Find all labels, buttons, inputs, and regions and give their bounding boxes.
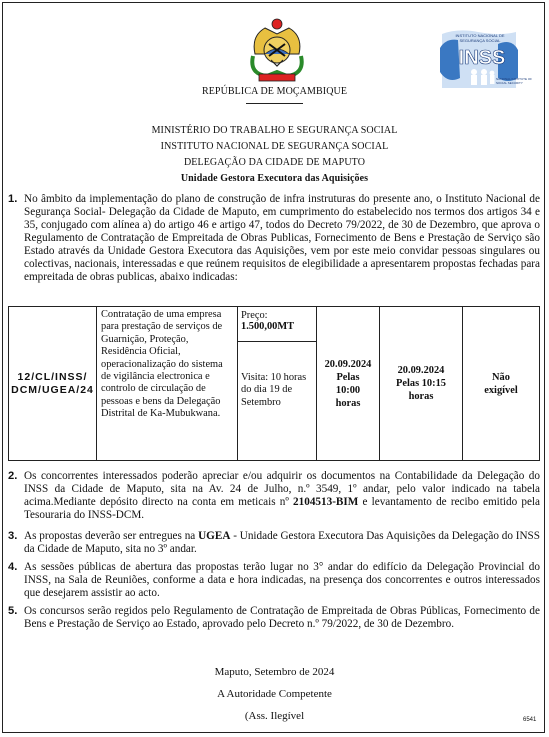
delivery-line-2: Pelas <box>336 371 360 383</box>
logo-line-3: NATIONAL INSTITUTE OF <box>496 77 533 81</box>
account-number: 2104513-BIM <box>293 496 359 508</box>
object-cell: Contratação de uma empresa para prestação de serviços de Guarnição, Proteção, Residência Oficial, operacionalização do sistema de vigilância electronica e controlo de circulação de pessoas e bens da Delegação Distrital de Ka-Mubukwana. <box>97 307 238 461</box>
logo-letters: INSS <box>458 47 506 69</box>
tender-table <box>8 306 540 461</box>
paragraph-5 <box>8 605 540 631</box>
reference-line-1: 12/CL/INSS/ <box>17 370 88 383</box>
reference-cell <box>9 307 97 461</box>
guarantee-line-2: exigível <box>484 384 518 396</box>
institute-title: INSTITUTO NACIONAL DE SEGURANÇA SOCIAL <box>160 141 389 152</box>
table-row <box>9 307 540 461</box>
paragraph-1 <box>8 193 540 284</box>
opening-cell <box>380 307 463 461</box>
paragraph-3-text <box>24 530 540 556</box>
reference-line-2: DCM/UGEA/24 <box>11 383 94 396</box>
paragraph-5-text: Os concursos serão regidos pelo Regulamento de Contratação de Empreitada de Obras Públicas, Fornecimento de Bens e Prestação de Serviço ao Estado, aprovado pelo Decreto n.º 79/2022, de 30 de Dezembro. <box>24 605 540 630</box>
signature-note: (Ass. Ilegível <box>244 710 305 722</box>
paragraph-4-number: 4. <box>8 561 18 573</box>
price-label: Preço: <box>241 310 268 321</box>
delivery-line-4: horas <box>335 397 361 409</box>
paragraph-2-number: 2. <box>8 470 18 482</box>
footer-code: 6541 <box>523 717 537 723</box>
logo-line-1: INSTITUTO NACIONAL DE <box>455 33 505 38</box>
place-date: Maputo, Setembro de 2024 <box>214 666 335 678</box>
ugea-label: UGEA <box>198 530 231 542</box>
guarantee-cell <box>463 307 540 461</box>
price-cell <box>238 307 317 461</box>
delegation-title: DELEGAÇÃO DA CIDADE DE MAPUTO <box>183 157 366 168</box>
republic-title: REPÚBLICA DE MOÇAMBIQUE <box>201 86 348 97</box>
visit-info: Visita: 10 horas do dia 19 de Setembro <box>241 372 307 408</box>
unit-title: Unidade Gestora Executora das Aquisições <box>180 173 369 184</box>
paragraph-4 <box>8 561 540 600</box>
paragraph-3-number: 3. <box>8 530 18 542</box>
paragraph-4-text: As sessões públicas de abertura das propostas terão lugar no 3° andar do edifício da Delegação Provincial do INSS, na Sala de Reuniões, conforme a data e hora indicadas, na presença dos concorrentes e outros interessados que desejarem assistir ao acto. <box>24 561 540 599</box>
delivery-cell <box>317 307 380 461</box>
inss-logo-icon <box>438 28 533 92</box>
paragraph-1-number: 1. <box>8 193 18 205</box>
logo-line-4: SOCIAL SECURITY <box>496 81 523 85</box>
paragraph-2-text-a: Os concorrentes interessados poderão apreciar e/ou adquirir os documentos na Contabilidade da Delegação do INSS da Cidade de Maputo, sita na Av. 24 de Julho, n.º 3549, 1º andar, pelo valor indicado na tabela acima.Mediante depósito directo na conta em meticais nº <box>24 470 540 508</box>
paragraph-2-text <box>24 470 540 522</box>
authority-title: A Autoridade Competente <box>217 688 332 700</box>
opening-line-3: horas <box>408 391 434 402</box>
national-emblem-icon <box>247 14 307 86</box>
guarantee-line-1: Não <box>492 371 510 383</box>
price-value: 1.500,00MT <box>241 321 295 332</box>
paragraph-2 <box>8 470 540 522</box>
ministry-title: MINISTÉRIO DO TRABALHO E SEGURANÇA SOCIAL <box>151 125 398 136</box>
paragraph-3-text-a: As propostas deverão ser entregues na <box>24 530 199 542</box>
opening-date: 20.09.2024 <box>397 365 445 376</box>
logo-line-2: SEGURANÇA SOCIAL <box>459 38 501 43</box>
header-divider <box>246 103 303 104</box>
opening-line-2: Pelas 10:15 <box>396 378 446 389</box>
delivery-date: 20.09.2024 <box>324 358 372 370</box>
paragraph-1-text: No âmbito da implementação do plano de construção de infra instruturas do presente ano, o Instituto Nacional de Segurança Social- Delegação da Cidade de Maputo, em cumprimento do estabelecido nos termos dos artigos 34 e 35, conjugado com alínea a) do artigo 46 e artigo 47, todos do Decreto 79/2022, de 30 de Dezembro, que aprova o Regulamento de Contratação de Empreitada de Obras Publicas, Fornecimento de Bens e Prestação de Serviço são Estado através da Unidade Gestora Executora das Aquisições, vem por este meio convidar pessoas singulares ou colectivas, nacionais, interessadas e que reúnem requisitos de elegibilidade a apresentarem propostas fechadas para empreitada de obras publicas, abaixo indicadas: <box>24 193 540 283</box>
paragraph-5-number: 5. <box>8 605 18 617</box>
paragraph-2-text-b: e levantamento de recibo emitido pela Tesouraria do INSS-DCM. <box>24 496 540 521</box>
paragraph-3-text-b: - Unidade Gestora Executora Das Aquisições da Delegação do INSS da Cidade de Maputo, sita no 3º andar. <box>24 530 540 555</box>
delivery-line-3: 10:00 <box>335 384 361 396</box>
paragraph-3 <box>8 530 540 556</box>
